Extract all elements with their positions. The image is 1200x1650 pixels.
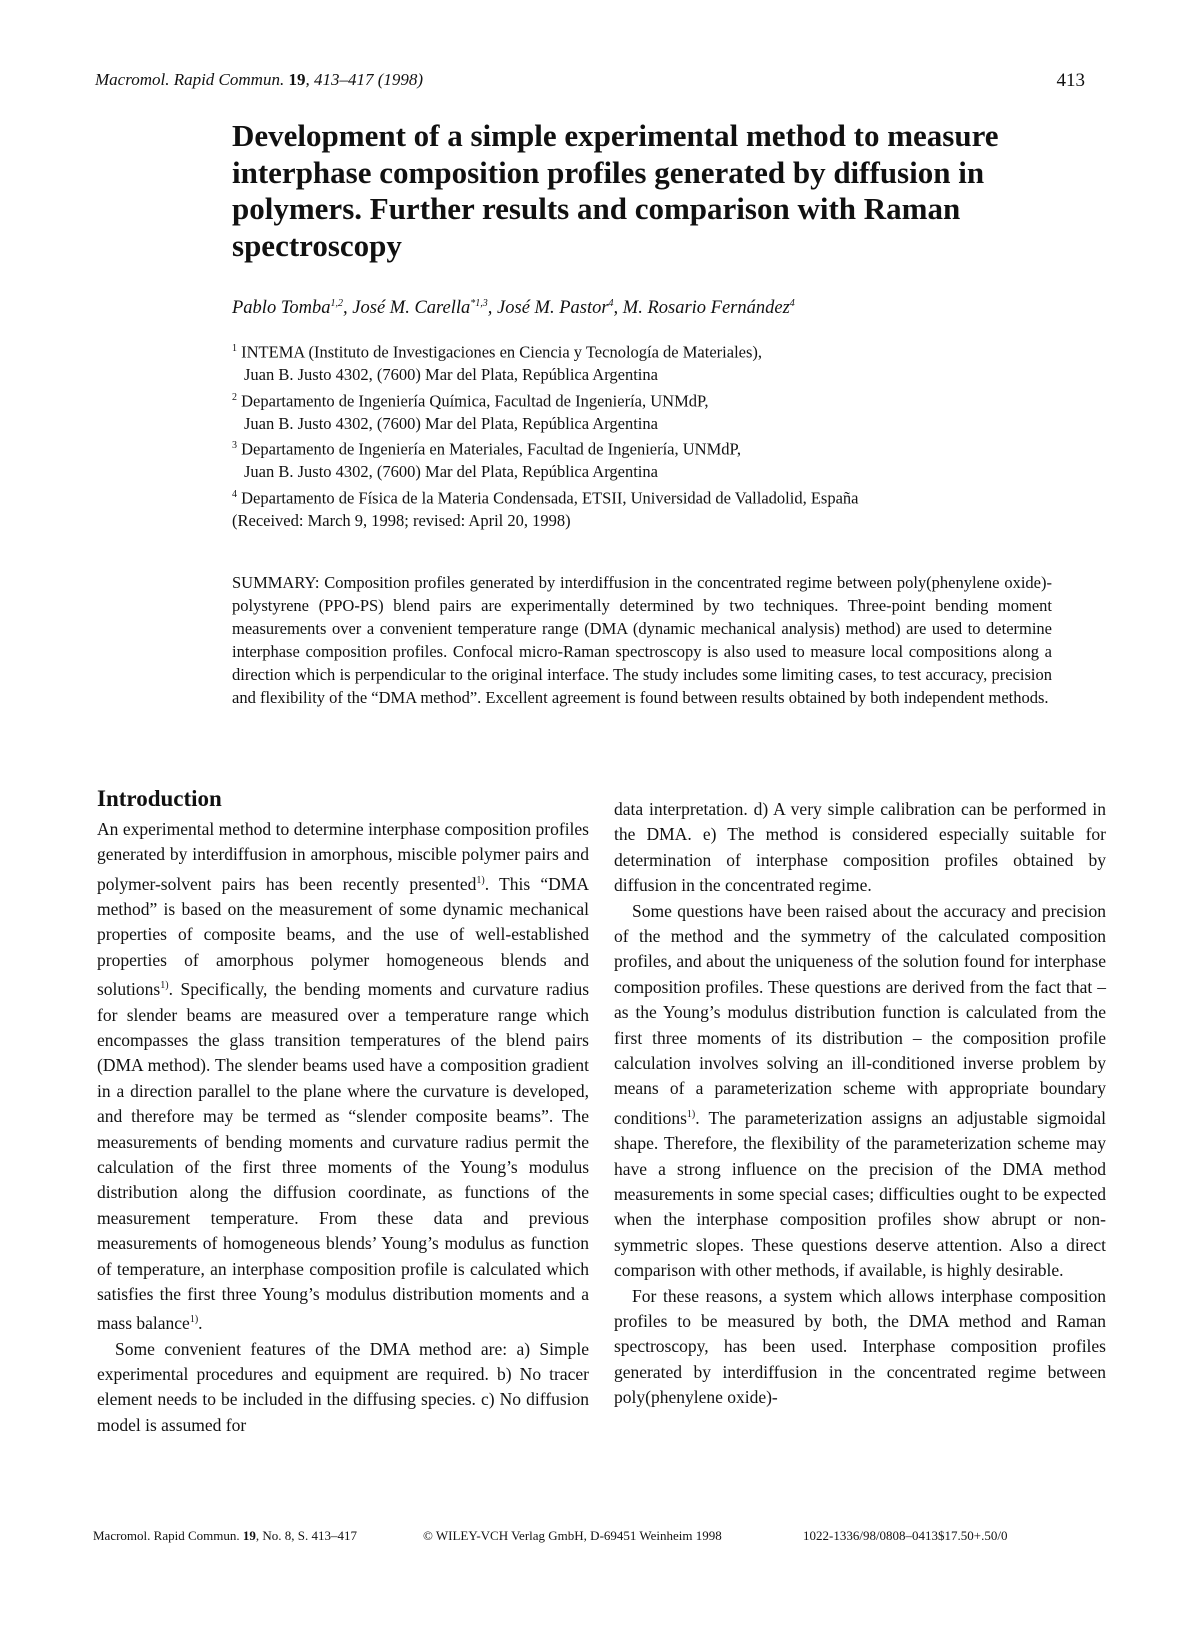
text-run: . This “DMA method” is based on the measurement of some dynamic mechanical properties of composite beams, and the use of well-established properties of amorphous polymer homogeneous blends and solutions (97, 873, 589, 1000)
received-dates: (Received: March 9, 1998; revised: April 20, 1998) (232, 511, 571, 530)
journal-pages-year: , 413–417 (1998) (305, 70, 424, 89)
affiliation-number: 4 (232, 488, 237, 500)
affiliation-line: Juan B. Justo 4302, (7600) Mar del Plata, República Argentina (244, 413, 658, 433)
text-run: 19 (242, 1528, 256, 1543)
author-affil-mark: 1,2 (330, 298, 344, 309)
text-run: An experimental method to determine interphase composition profiles generated by interdiffusion in amorphous, miscible polymer pairs and polymer-solvent pairs has been recently presented (97, 819, 589, 894)
affiliation-2 (232, 387, 1052, 436)
author-affil-mark: *1,3 (470, 298, 488, 309)
affiliation-line: Departamento de Ingeniería Química, Facultad de Ingeniería, UNMdP, (241, 391, 709, 410)
affiliations (232, 338, 1052, 510)
author-affil-mark: 4 (789, 298, 795, 309)
reference-mark: 1) (189, 1314, 199, 1326)
article-title: Development of a simple experimental method to measure interphase composition profiles generated by diffusion in polymers. Further results and comparison with Raman spectroscopy (232, 118, 999, 263)
author-name: Pablo Tomba (232, 298, 331, 319)
left-column (97, 785, 589, 1438)
reference-mark: 1) (160, 980, 169, 992)
paragraph (97, 817, 589, 1337)
text-run: Some questions have been raised about the accuracy and precision of the method and the symmetry of the calculated composition profiles, and about the uniqueness of the solution found for interphase composition profiles. These questions are derived from the fact that – as the Young’s modulus distribution function is calculated from the first three moments of its distribution – the composition profile calculation involves solving an ill-conditioned inverse problem by means of a parameterization scheme with appropriate boundary conditions (614, 900, 1106, 1128)
reference-mark: 1) (686, 1108, 696, 1120)
author-affil-mark: 4 (608, 298, 614, 309)
right-column (614, 797, 1106, 1411)
author-name: José M. Pastor (497, 298, 609, 319)
affiliation-line: INTEMA (Instituto de Investigaciones en Ciencia y Tecnología de Materiales), (241, 342, 763, 362)
reference-mark: 1) (476, 874, 485, 886)
journal-volume: 19 (288, 70, 306, 89)
affiliation-line: Departamento de Ingeniería en Materiales, Facultad de Ingeniería, UNMdP, (241, 439, 741, 459)
section-heading: Introduction (97, 786, 222, 811)
affiliation-3 (232, 435, 1052, 484)
paragraph (614, 899, 1106, 1284)
running-header (95, 70, 1085, 96)
text-run: . The parameterization assigns an adjustable sigmoidal shape. Therefore, the flexibility of the parameterization scheme may have a strong influence on the precision of the DMA method measurements in some special cases; difficulties ought to be expected when the interphase composition profiles show abrupt or non-symmetric slopes. These questions deserve attention. Also a direct comparison with other methods, if available, is highly desirable. (614, 1107, 1106, 1281)
affiliation-number: 2 (232, 391, 237, 403)
page-footer (93, 1528, 1093, 1544)
footer-citation (93, 1528, 423, 1544)
affiliation-line: Juan B. Justo 4302, (7600) Mar del Plata, República Argentina (244, 365, 658, 384)
affiliation-line: Juan B. Justo 4302, (7600) Mar del Plata, República Argentina (244, 462, 658, 481)
text-run: . (198, 1313, 203, 1334)
paragraph: Some convenient features of the DMA method are: a) Simple experimental procedures and equipment are required. b) No tracer element needs to be included in the diffusing species. c) No diffusion model is assumed for (97, 1338, 589, 1435)
author-list: Pablo Tomba$^{1,2}$, José M. Carella$^{*1,3}$, José M. Pastor$^4$, M. Rosario Fernández$^4$ (232, 298, 795, 319)
author-name: José M. Carella (352, 298, 471, 319)
journal-name: Macromol. Rapid Commun. (95, 70, 285, 89)
author-name: M. Rosario Fernández (622, 298, 790, 319)
text-run: , No. 8, S. 413–417 (255, 1528, 357, 1543)
affiliation-number: 1 (232, 343, 237, 354)
text-run: . Specifically, the bending moments and curvature radius for slender beams are measured over a temperature range which encompasses the glass transition temperatures of the blend pairs (DMA method). The slender beams used have a composition gradient in a direction parallel to the plane where the curvature is developed, and therefore may be termed as “slender composite beams”. The measurements of bending moments and curvature radius permit the calculation of the first three moments of the Young’s modulus distribution along the diffusion coordinate, as functions of the measurement temperature. From these data and previous measurements of homogeneous blends’ Young’s modulus as function of temperature, an interphase composition profile is calculated which satisfies the first three Young’s modulus distribution moments and a mass balance (97, 979, 589, 1334)
affiliation-line: Departamento de Física de la Materia Condensada, ETSII, Universidad de Valladolid, España (241, 488, 859, 507)
footer-copyright: © WILEY-VCH Verlag GmbH, D-69451 Weinheim 1998 (423, 1528, 722, 1543)
affiliation-1 (232, 338, 1052, 387)
summary-abstract: SUMMARY: Composition profiles generated by interdiffusion in the concentrated regime between poly(phenylene oxide)-polystyrene (PPO-PS) blend pairs are experimentally determined by two techniques. Three-point bending moment measurements over a convenient temperature range (DMA (dynamic mechanical analysis) method) are used to determine interphase composition profiles. Confocal micro-Raman spectroscopy is also used to measure local compositions along a direction which is perpendicular to the original interface. The study includes some limiting cases, to test accuracy, precision and flexibility of the “DMA method”. Excellent agreement is found between results obtained by both independent methods. (232, 573, 1052, 707)
paragraph: For these reasons, a system which allows interphase composition profiles to be measured by both, the DMA method and Raman spectroscopy, has been used. Interphase composition profiles generated by interdiffusion in the concentrated regime between poly(phenylene oxide)- (614, 1285, 1106, 1408)
page-number: 413 (1056, 70, 1085, 91)
text-run: Macromol. Rapid Commun. (93, 1528, 243, 1543)
footer-issn: 1022-1336/98/0808–0413$17.50+.50/0 (803, 1528, 1008, 1543)
paragraph: data interpretation. d) A very simple calibration can be performed in the DMA. e) The method is considered especially suitable for determination of interphase composition profiles obtained by diffusion in the concentrated regime. (614, 799, 1106, 896)
affiliation-number: 3 (232, 440, 237, 451)
affiliation-4 (232, 484, 1052, 510)
